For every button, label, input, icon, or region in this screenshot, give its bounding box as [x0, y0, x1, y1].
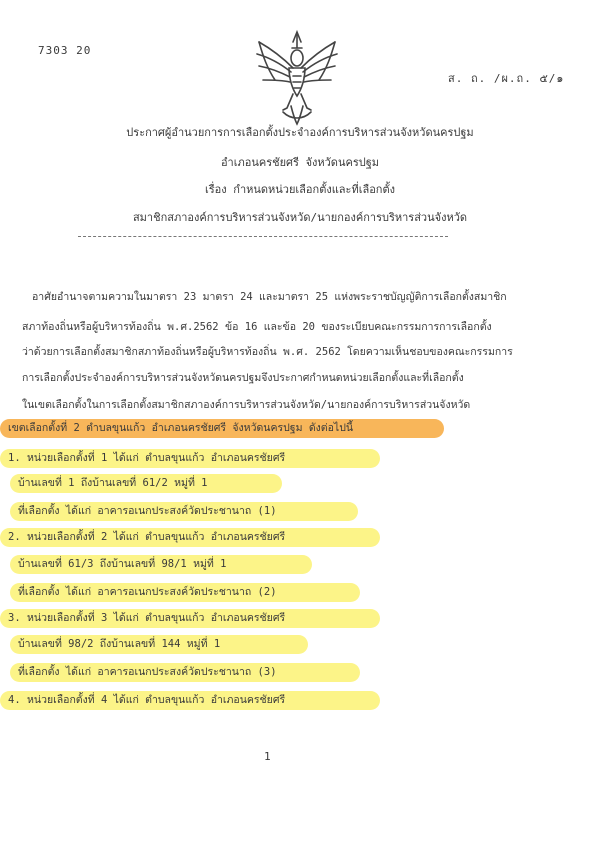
header-line-4: สมาชิกสภาองค์การบริหารส่วนจังหวัด/นายกองค์การบริหารส่วนจังหวัด	[132, 211, 468, 224]
unit-2-title: 2. หน่วยเลือกตั้งที่ 2 ได้แก่ ตำบลขุนแก้ว อำเภอนครชัยศรี	[0, 528, 380, 547]
header-title: เรื่อง กำหนดหน่วยเลือกตั้งและที่เลือกตั้ง	[205, 183, 395, 196]
unit-4-title: 4. หน่วยเลือกตั้งที่ 4 ได้แก่ ตำบลขุนแก้ว อำเภอนครชัยศรี	[0, 691, 380, 710]
body-paragraph-line-2: สภาท้องถิ่นหรือผู้บริหารท้องถิ่น พ.ศ.2562 ข้อ 16 และข้อ 20 ของระเบียบคณะกรรมการการเลือกตั้ง	[22, 321, 492, 333]
garuda-emblem-icon	[253, 28, 341, 126]
unit-3-place: ที่เลือกตั้ง ได้แก่ อาคารอเนกประสงค์วัดประชานาถ (3)	[10, 663, 360, 682]
body-paragraph-line-4: การเลือกตั้งประจำองค์การบริหารส่วนจังหวัดนครปฐมจึงประกาศกำหนดหน่วยเลือกตั้งและที่เลือกตั้ง	[22, 372, 464, 384]
header-divider	[78, 236, 448, 237]
unit-3-houses: บ้านเลขที่ 98/2 ถึงบ้านเลขที่ 144 หมู่ที่ 1	[10, 635, 308, 654]
header-line-2: อำเภอนครชัยศรี จังหวัดนครปฐม	[220, 156, 380, 169]
header-line-1: ประกาศผู้อำนวยการการเลือกตั้งประจำองค์การบริหารส่วนจังหวัดนครปฐม	[126, 126, 474, 139]
page-number: 1	[264, 750, 271, 763]
form-code: ส. ถ. /ผ.ถ. ๕/๑	[448, 72, 565, 85]
body-paragraph-line-1: อาศัยอำนาจตามความในมาตรา 23 มาตรา 24 และมาตรา 25 แห่งพระราชบัญญัติการเลือกตั้งสมาชิก	[32, 291, 507, 303]
unit-1-houses: บ้านเลขที่ 1 ถึงบ้านเลขที่ 61/2 หมู่ที่ 1	[10, 474, 282, 493]
document-number: 7303 20	[38, 44, 92, 57]
unit-3-title: 3. หน่วยเลือกตั้งที่ 3 ได้แก่ ตำบลขุนแก้ว อำเภอนครชัยศรี	[0, 609, 380, 628]
unit-1-title: 1. หน่วยเลือกตั้งที่ 1 ได้แก่ ตำบลขุนแก้ว อำเภอนครชัยศรี	[0, 449, 380, 468]
unit-2-place: ที่เลือกตั้ง ได้แก่ อาคารอเนกประสงค์วัดประชานาถ (2)	[10, 583, 360, 602]
district-line: เขตเลือกตั้งที่ 2 ตำบลขุนแก้ว อำเภอนครชัยศรี จังหวัดนครปฐม ดังต่อไปนี้	[0, 419, 444, 438]
body-paragraph-line-3: ว่าด้วยการเลือกตั้งสมาชิกสภาท้องถิ่นหรือผู้บริหารท้องถิ่น พ.ศ. 2562 โดยความเห็นชอบของคณะกรรมการ	[22, 346, 513, 358]
unit-1-place: ที่เลือกตั้ง ได้แก่ อาคารอเนกประสงค์วัดประชานาถ (1)	[10, 502, 358, 521]
body-paragraph-line-5: ในเขตเลือกตั้งในการเลือกตั้งสมาชิกสภาองค์การบริหารส่วนจังหวัด/นายกองค์การบริหารส่วนจังหวัด	[22, 399, 471, 411]
unit-2-houses: บ้านเลขที่ 61/3 ถึงบ้านเลขที่ 98/1 หมู่ที่ 1	[10, 555, 312, 574]
